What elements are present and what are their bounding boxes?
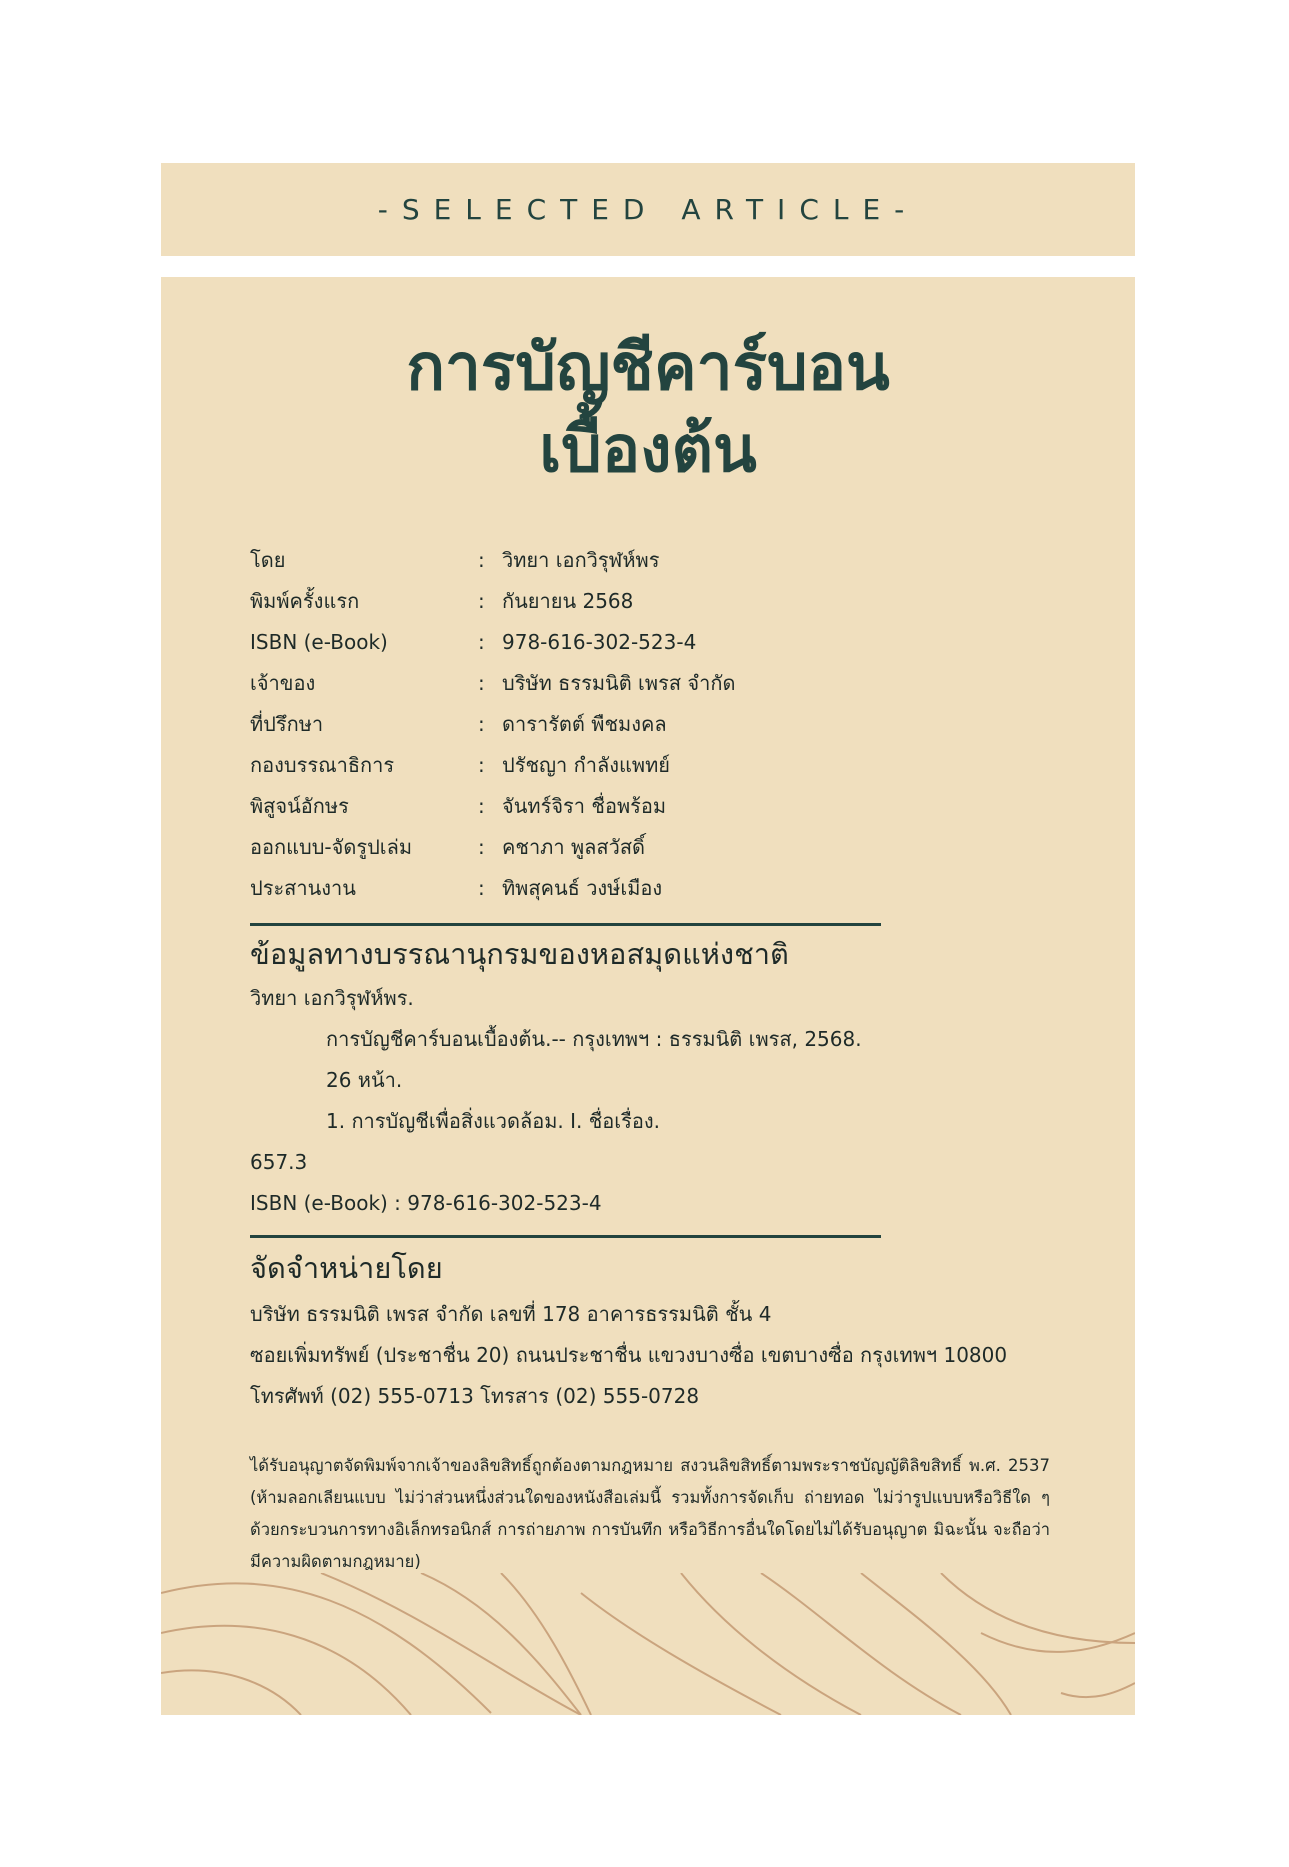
wave-decoration (161, 1573, 1135, 1715)
header-label: -SELECTED ARTICLE- (377, 193, 919, 226)
distribution-line: ซอยเพิ่มทรัพย์ (ประชาชื่น 20) ถนนประชาชื่น แขวงบางซื่อ เขตบางซื่อ กรุงเทพฯ 10800 (250, 1342, 1008, 1367)
divider (250, 1235, 881, 1238)
credit-label: ออกแบบ-จัดรูปเล่ม (250, 834, 413, 859)
credit-row (250, 539, 950, 580)
credit-row (250, 662, 950, 703)
credit-row (250, 867, 950, 908)
credit-label: ประสานงาน (250, 875, 356, 900)
catalog-pages: 26 หน้า. (326, 1067, 403, 1092)
divider (250, 923, 881, 926)
catalog-author: วิทยา เอกวิรุฬห์พร. (250, 985, 414, 1010)
credit-value: ปรัชญา กำลังแพทย์ (502, 752, 670, 777)
catalog-subject: 1. การบัญชีเพื่อสิ่งแวดล้อม. I. ชื่อเรื่อง. (326, 1108, 661, 1133)
credit-value: 978-616-302-523-4 (502, 629, 697, 654)
credit-row (250, 826, 950, 867)
distribution-heading: จัดจำหน่ายโดย (250, 1251, 443, 1285)
catalog-entry (250, 977, 1050, 1223)
credit-row (250, 785, 950, 826)
credit-colon: : (478, 588, 485, 613)
credit-value: ทิพสุคนธ์ วงษ์เมือง (502, 875, 663, 900)
credit-colon: : (478, 547, 485, 572)
credit-colon: : (478, 711, 485, 736)
credit-value: วิทยา เอกวิรุฬห์พร (502, 547, 660, 572)
credit-label: ISBN (e-Book) (250, 629, 388, 654)
header-band (161, 163, 1135, 256)
credit-row (250, 744, 950, 785)
main-panel (161, 277, 1135, 1715)
credit-label: เจ้าของ (250, 670, 316, 695)
credit-value: บริษัท ธรรมนิติ เพรส จำกัด (502, 670, 736, 695)
page-title (161, 327, 1135, 491)
title-line-1: การบัญชีคาร์บอน (406, 331, 890, 405)
distribution-line: โทรศัพท์ (02) 555-0713 โทรสาร (02) 555-0728 (250, 1383, 700, 1408)
credit-label: พิสูจน์อักษร (250, 793, 349, 818)
catalog-heading: ข้อมูลทางบรรณานุกรมของหอสมุดแห่งชาติ (250, 937, 789, 971)
credit-label: โดย (250, 547, 286, 572)
catalog-isbn: ISBN (e-Book) : 978-616-302-523-4 (250, 1190, 602, 1215)
credit-colon: : (478, 629, 485, 654)
distribution-line: บริษัท ธรรมนิติ เพรส จำกัด เลขที่ 178 อาคารธรรมนิติ ชั้น 4 (250, 1301, 772, 1326)
credit-value: จันทร์จิรา ชื่อพร้อม (502, 793, 667, 818)
credit-label: พิมพ์ครั้งแรก (250, 588, 360, 613)
distribution-address (250, 1293, 1070, 1416)
credit-colon: : (478, 793, 485, 818)
credits-table (250, 539, 950, 908)
credit-value: คชาภา พูลสวัสดิ์ (502, 834, 646, 859)
credit-value: ดารารัตต์ พืชมงคล (502, 711, 667, 736)
credit-colon: : (478, 834, 485, 859)
credit-colon: : (478, 875, 485, 900)
credit-label: ที่ปรึกษา (250, 711, 324, 736)
credit-row (250, 703, 950, 744)
copyright-notice: ได้รับอนุญาตจัดพิมพ์จากเจ้าของลิขสิทธิ์ถูกต้องตามกฎหมาย สงวนลิขสิทธิ์ตามพระราชบัญญัติลิขสิทธิ์ พ.ศ. 2537 (ห้ามลอกเลียนแบบ ไม่ว่าส่วนหนึ่งส่วนใดของหนังสือเล่มนี้ รวมทั้งการจัดเก็บ ถ่ายทอด ไม่ว่ารูปแบบหรือวิธีใด ๆ ด้วยกระบวนการทางอิเล็กทรอนิกส์ การถ่ายภาพ การบันทึก หรือวิธีการอื่นใดโดยไม่ได้รับอนุญาต มิฉะนั้น จะถือว่ามีความผิดตามกฎหมาย) (250, 1456, 1050, 1571)
credit-row (250, 621, 950, 662)
credit-colon: : (478, 752, 485, 777)
title-line-2: เบื้องต้น (539, 413, 757, 487)
catalog-classification: 657.3 (250, 1149, 308, 1174)
credit-row (250, 580, 950, 621)
credit-label: กองบรรณาธิการ (250, 752, 395, 777)
credit-colon: : (478, 670, 485, 695)
credit-value: กันยายน 2568 (502, 588, 634, 613)
catalog-title-line: การบัญชีคาร์บอนเบื้องต้น.-- กรุงเทพฯ : ธรรมนิติ เพรส, 2568. (326, 1026, 862, 1051)
